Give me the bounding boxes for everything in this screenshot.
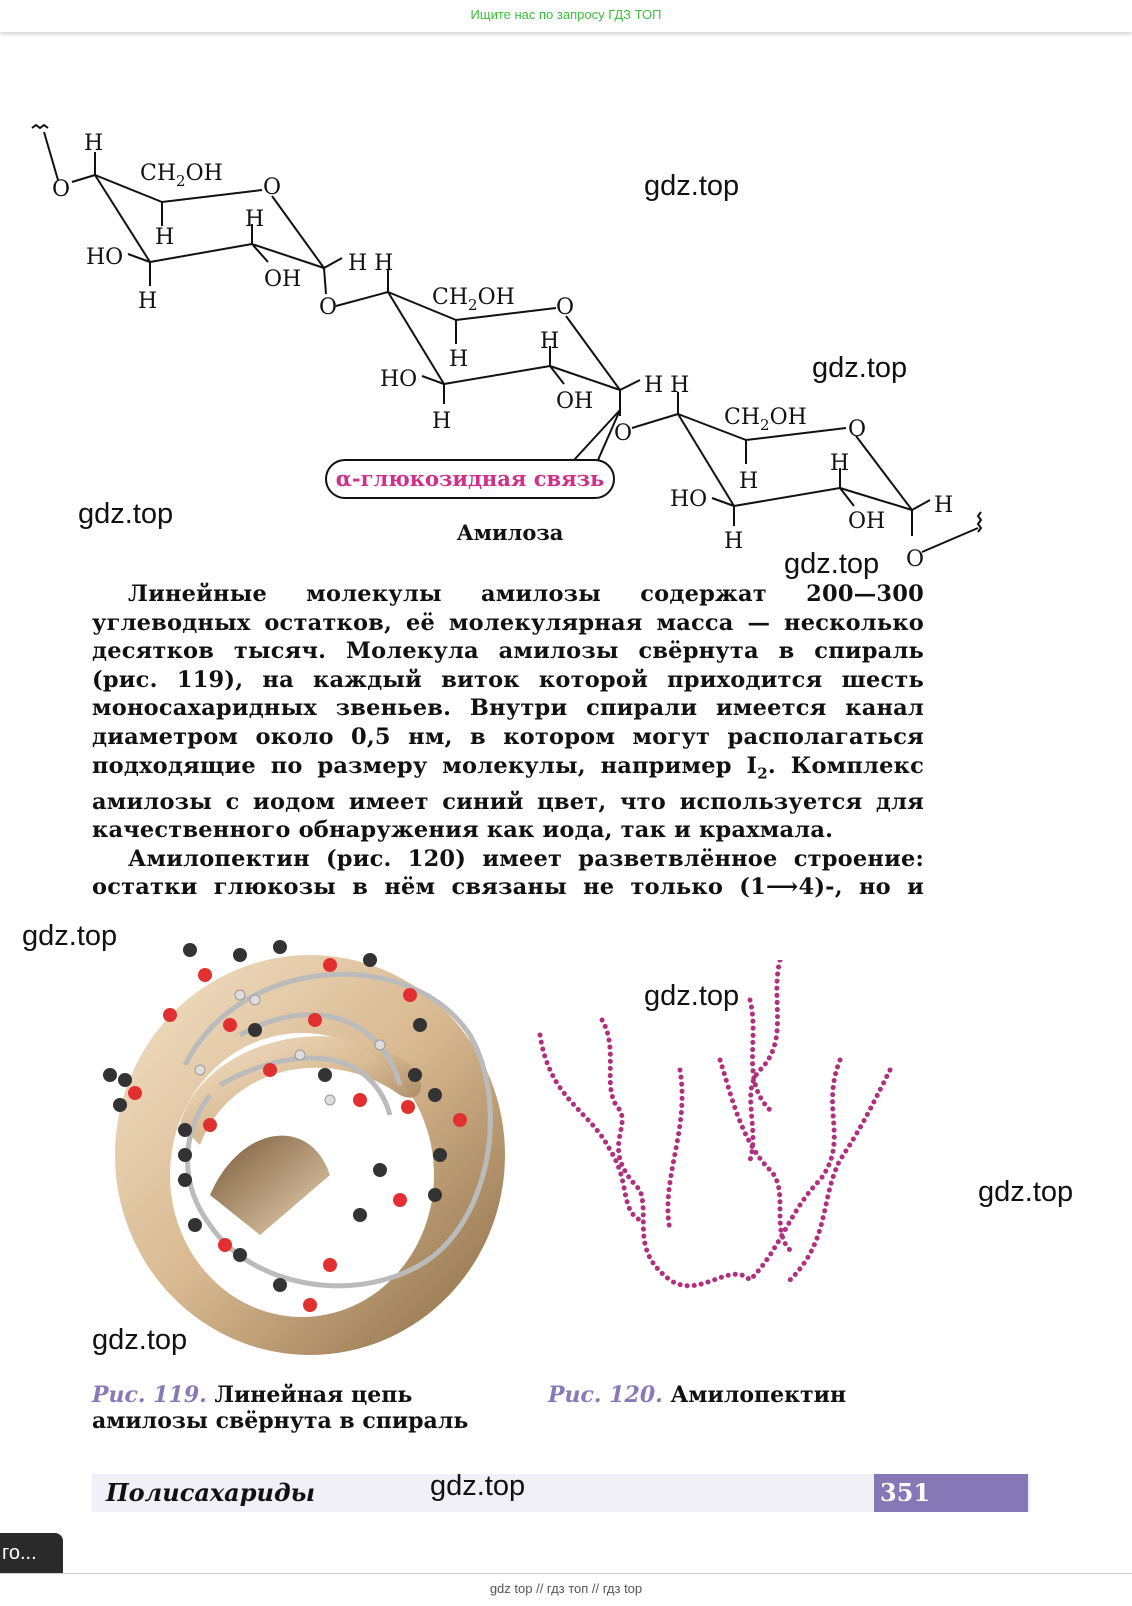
atom-label: H H (348, 251, 394, 276)
atom-label: H (84, 131, 104, 156)
ch2oh-label: $CH_2OH$ (432, 285, 515, 314)
atom-label: O (52, 177, 71, 202)
page-number: 351 (874, 1474, 1028, 1512)
atom-label: H (155, 225, 175, 250)
watermark: gdz.top (812, 352, 908, 384)
watermark: gdz.top (78, 498, 174, 530)
figure-119-caption (92, 1382, 468, 1434)
atom-label: H (540, 329, 560, 354)
watermark: gdz.top (92, 1324, 188, 1356)
watermark: gdz.top (644, 170, 740, 202)
atom-label: O (556, 295, 575, 320)
atom-label: H (934, 493, 954, 518)
atom-label: OH (264, 267, 302, 292)
figure-119-text-2: амилозы свёрнута в спираль (92, 1408, 469, 1434)
figure-120-label: Рис. 120. (548, 1382, 663, 1408)
atom-label: OH (848, 509, 886, 534)
atom-label: O (906, 547, 925, 572)
ch2oh-label: $CH_2OH$ (140, 161, 223, 190)
watermark: gdz.top (978, 1176, 1074, 1208)
top-banner-text: Ищите нас по запросу ГДЗ ТОП (470, 7, 662, 22)
figure-119-label: Рис. 119. (92, 1382, 207, 1408)
atom-label: H (724, 529, 744, 554)
amylopectin-figure (530, 960, 930, 1360)
atom-label: O (848, 417, 867, 442)
atom-label: O (614, 421, 633, 446)
watermark: gdz.top (644, 980, 740, 1012)
atom-label: H (245, 207, 265, 232)
figure-120-text: Амилопектин (670, 1382, 847, 1408)
atom-label: HO (86, 245, 124, 270)
atom-label: H (432, 409, 452, 434)
atom-label: O (319, 295, 338, 320)
watermark: gdz.top (784, 548, 880, 580)
section-title: Полисахариды (106, 1478, 316, 1507)
atom-label: HO (380, 367, 418, 392)
atom-label: HO (670, 487, 708, 512)
watermark: gdz.top (22, 920, 118, 952)
amylose-caption: Амилоза (456, 520, 564, 545)
atom-label: H H (644, 373, 690, 398)
amylose-structure (0, 0, 1132, 580)
figure-120-caption (548, 1382, 846, 1408)
floating-button[interactable]: го... (0, 1533, 63, 1573)
atom-label: H (830, 451, 850, 476)
paragraph-amylopectin: Амилопектин (рис. 120) имеет разветвлённое строение: остатки глюкозы в нём связаны не только (1⟶4)-, но и (92, 845, 924, 901)
atom-label: OH (556, 389, 594, 414)
watermark: gdz.top (430, 1470, 526, 1502)
paragraph-amylose: Линейные молекулы амилозы содержат 200—300 углеводных остатков, её молекулярная масса — несколько десятков тысяч. Молекула амилозы свёрнута в спираль (рис. 119), на каждый виток которой приходится шесть моносахаридных звеньев. Внутри спирали имеется канал диаметром около 0,5 нм, в котором могут располагаться подходящие по размеру молекулы, например $I_2$. Комплекс амилозы с иодом имеет синий цвет, что используется для качественного обнаружения как иода, так и крахмала. (92, 581, 924, 844)
main-text (92, 580, 924, 902)
atom-label: H (739, 469, 759, 494)
atom-label: O (263, 175, 282, 200)
figure-119-text-1: Линейная цепь (214, 1382, 413, 1408)
bottom-links[interactable]: gdz top // гдз топ // гдз top (0, 1573, 1132, 1606)
atom-label: H (138, 289, 158, 314)
glycosidic-bond-label: α-глюкозидная связь (335, 466, 605, 491)
ch2oh-label: $CH_2OH$ (724, 405, 807, 434)
atom-label: H (449, 347, 469, 372)
amylose-helix-figure (90, 925, 510, 1375)
